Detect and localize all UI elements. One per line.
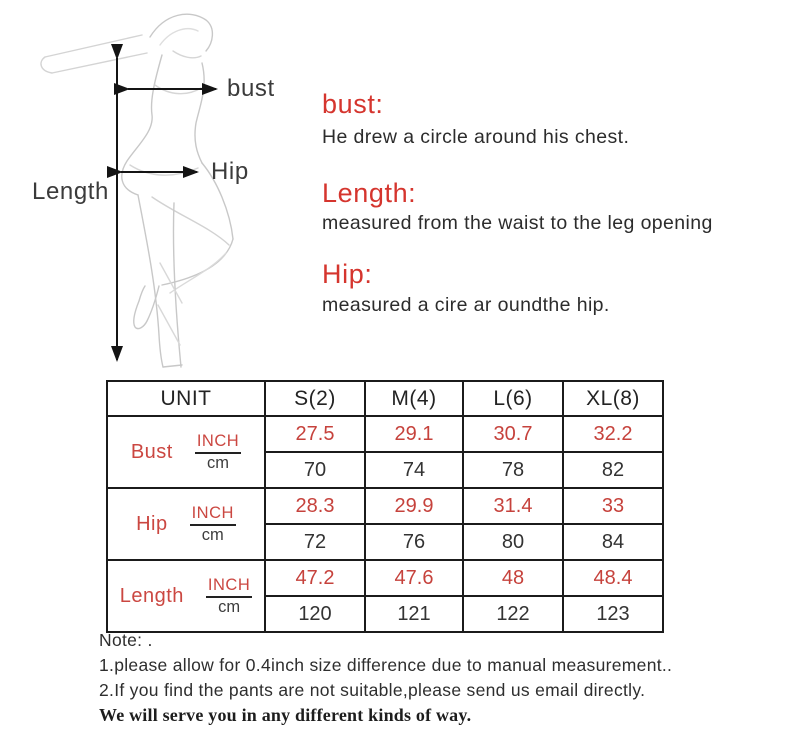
- note-line-1: 1.please allow for 0.4inch size difference due to manual measurement..: [99, 655, 673, 675]
- length-cm-xl: 123: [563, 596, 663, 632]
- length-inch-m: 47.6: [365, 560, 463, 596]
- cm-label: cm: [201, 525, 224, 544]
- hip-inch-m: 29.9: [365, 488, 463, 524]
- length-definition-heading: Length:: [322, 178, 417, 208]
- bust-row-label: Bust: [130, 440, 173, 463]
- figure-length-label: Length: [32, 178, 110, 205]
- length-inch-s: 47.2: [265, 560, 365, 596]
- bust-inch-s: 27.5: [265, 416, 365, 452]
- table-header-row: [107, 381, 663, 416]
- hip-cm-xl: 84: [563, 524, 663, 560]
- hip-inch-l: 31.4: [463, 488, 563, 524]
- size-column-header-xl: XL(8): [563, 381, 663, 416]
- inch-label: INCH: [190, 504, 236, 526]
- size-column-header-l: L(6): [463, 381, 563, 416]
- cm-label: cm: [218, 597, 241, 616]
- hip-row-label-cell: [107, 488, 265, 560]
- length-definition-text: measured from the waist to the leg opening: [322, 212, 713, 234]
- hip-definition-heading: Hip:: [322, 259, 373, 289]
- figure-bust-label: bust: [227, 75, 275, 102]
- unit-column-header: UNIT: [107, 381, 265, 416]
- notes-block: [99, 628, 672, 728]
- bust-definition-heading: bust:: [322, 89, 384, 119]
- note-footer: We will serve you in any different kinds of way.: [99, 705, 472, 725]
- length-cm-s: 120: [265, 596, 365, 632]
- inch-cm-fraction: [190, 504, 236, 545]
- length-cm-l: 122: [463, 596, 563, 632]
- bust-cm-m: 74: [365, 452, 463, 488]
- bust-inch-l: 30.7: [463, 416, 563, 452]
- table-row-length-inch: [107, 560, 663, 596]
- length-inch-l: 48: [463, 560, 563, 596]
- bust-cm-s: 70: [265, 452, 365, 488]
- length-inch-xl: 48.4: [563, 560, 663, 596]
- size-table: [106, 380, 664, 633]
- length-cm-m: 121: [365, 596, 463, 632]
- cm-label: cm: [207, 453, 230, 472]
- bust-cm-xl: 82: [563, 452, 663, 488]
- length-row-label: Length: [119, 584, 184, 607]
- inch-cm-fraction: [195, 432, 241, 473]
- inch-cm-fraction: [206, 576, 252, 617]
- bust-inch-xl: 32.2: [563, 416, 663, 452]
- bust-inch-m: 29.1: [365, 416, 463, 452]
- length-row-label-cell: [107, 560, 265, 632]
- size-column-header-s: S(2): [265, 381, 365, 416]
- bust-definition-text: He drew a circle around his chest.: [322, 126, 630, 148]
- bust-row-label-cell: [107, 416, 265, 488]
- inch-label: INCH: [206, 576, 252, 598]
- inch-label: INCH: [195, 432, 241, 454]
- size-column-header-m: M(4): [365, 381, 463, 416]
- table-row-hip-inch: [107, 488, 663, 524]
- note-title: Note: .: [99, 630, 153, 650]
- hip-cm-l: 80: [463, 524, 563, 560]
- hip-cm-m: 76: [365, 524, 463, 560]
- hip-cm-s: 72: [265, 524, 365, 560]
- note-line-2: 2.If you find the pants are not suitable,please send us email directly.: [99, 680, 646, 700]
- hip-inch-s: 28.3: [265, 488, 365, 524]
- hip-inch-xl: 33: [563, 488, 663, 524]
- table-row-bust-inch: [107, 416, 663, 452]
- hip-row-label: Hip: [136, 512, 168, 535]
- hip-definition-text: measured a cire ar oundthe hip.: [322, 294, 610, 316]
- bust-cm-l: 78: [463, 452, 563, 488]
- figure-hip-label: Hip: [211, 158, 249, 185]
